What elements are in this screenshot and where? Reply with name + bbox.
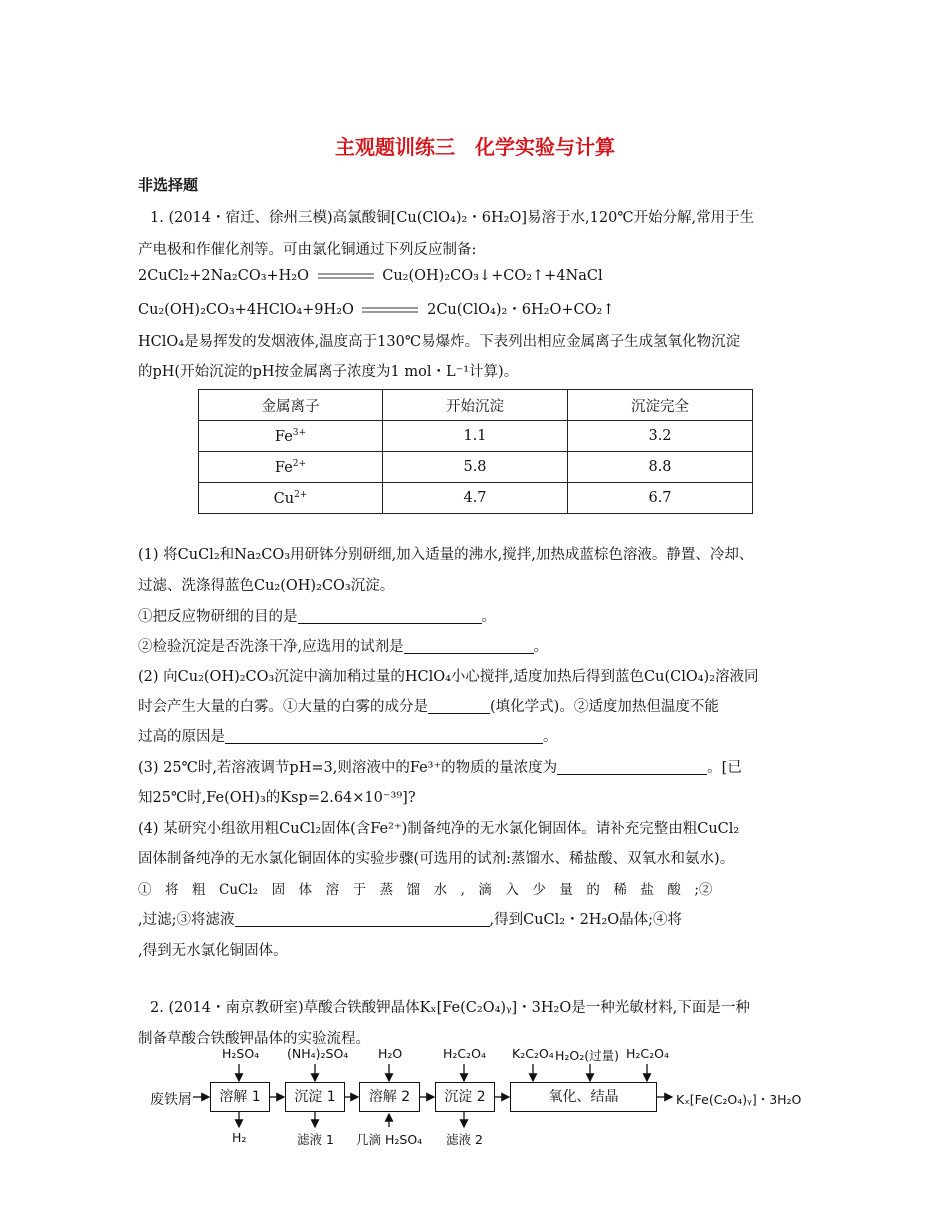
flow-input-k2c2o4: K₂C₂O₄ bbox=[512, 1046, 554, 1061]
q1-intro-line-2: 产电极和作催化剂等。可由氯化铜通过下列反应制备: bbox=[138, 242, 477, 258]
q2-intro-line-1: 2. (2014・南京教研室)草酸合铁酸钾晶体Kₓ[Fe(C₂O₄)ᵧ]・3H₂O是一种光敏材料,下面是一种 bbox=[150, 1000, 750, 1016]
page-title: 主观题训练三 化学实验与计算 bbox=[335, 135, 615, 159]
table-header-cell: 开始沉淀 bbox=[383, 390, 568, 421]
part2-line-c: 过高的原因是 。 bbox=[138, 729, 558, 745]
part4-line-e: ,得到无水氯化铜固体。 bbox=[138, 943, 288, 959]
table-header-cell: 金属离子 bbox=[199, 390, 383, 421]
complete-ph-cell: 6.7 bbox=[568, 483, 753, 514]
start-ph-cell: 4.7 bbox=[383, 483, 568, 514]
flow-input-h2c2o4-2: H₂C₂O₄ bbox=[626, 1046, 669, 1061]
flow-input-h2so4: H₂SO₄ bbox=[222, 1046, 260, 1061]
flow-output-filtrate-2: 滤液 2 bbox=[446, 1132, 483, 1147]
q1-note-line-1: HClO₄是易挥发的发烟液体,温度高于130℃易爆炸。下表列出相应金属离子生成氢氧化物沉淀 bbox=[138, 334, 741, 350]
equation-2-left: Cu₂(OH)₂CO₃+4HClO₄+9H₂O bbox=[138, 302, 354, 318]
flow-output-h2: H₂ bbox=[232, 1130, 247, 1145]
flow-input-h2o2: H₂O₂(过量) bbox=[555, 1048, 620, 1063]
equation-2-right: 2Cu(ClO₄)₂・6H₂O+CO₂↑ bbox=[427, 302, 615, 318]
flow-product-label: Kₓ[Fe(C₂O₄)ᵧ]・3H₂O bbox=[676, 1092, 802, 1107]
q1-intro-line-1: 1. (2014・宿迁、徐州三模)高氯酸铜[Cu(ClO₄)₂・6H₂O]易溶于水,120℃开始分解,常用于生 bbox=[150, 210, 755, 226]
flow-box-oxidize-crystallize: 氧化、结晶 bbox=[510, 1082, 657, 1112]
part4-line-c: ① 将 粗 CuCl₂ 固 体 溶 于 蒸 馏 水 , 滴 入 少 量 的 稀 盐 酸 ;② bbox=[138, 882, 713, 898]
part4-line-a: (4) 某研究小组欲用粗CuCl₂固体(含Fe²⁺)制备纯净的无水氯化铜固体。请补充完整由粗CuCl₂ bbox=[138, 821, 740, 837]
part2-line-b: 时会产生大量的白雾。①大量的白雾的成分是 (填化学式)。②适度加热但温度不能 bbox=[138, 699, 719, 715]
part1-line-c: ①把反应物研细的目的是 。 bbox=[138, 609, 496, 625]
flow-input-few-drops-h2so4: 几滴 H₂SO₄ bbox=[356, 1132, 423, 1147]
section-heading: 非选择题 bbox=[138, 176, 199, 194]
part1-line-a: (1) 将CuCl₂和Na₂CO₃用研钵分别研细,加入适量的沸水,搅拌,加热成蓝棕色溶液。静置、冷却、 bbox=[138, 547, 754, 563]
part1-line-d: ②检验沉淀是否洗涤干净,应选用的试剂是 。 bbox=[138, 639, 549, 655]
start-ph-cell: 5.8 bbox=[383, 452, 568, 483]
q2-intro-line-2: 制备草酸合铁酸钾晶体的实验流程。 bbox=[138, 1031, 370, 1047]
start-ph-cell: 1.1 bbox=[383, 421, 568, 452]
ion-cell: $Cu^{2+}$ bbox=[199, 483, 383, 514]
flow-box-dissolve-2: 溶解 2 bbox=[359, 1082, 420, 1112]
complete-ph-cell: 3.2 bbox=[568, 421, 753, 452]
part1-line-b: 过滤、洗涤得蓝色Cu₂(OH)₂CO₃沉淀。 bbox=[138, 578, 395, 594]
part4-line-b: 固体制备纯净的无水氯化铜固体的实验步骤(可选用的试剂:蒸馏水、稀盐酸、双氧水和氨水)。 bbox=[138, 851, 735, 867]
flow-start-label: 废铁屑 bbox=[150, 1092, 192, 1108]
q1-note-line-2: 的pH(开始沉淀的pH按金属离子浓度为1 mol・L⁻¹计算)。 bbox=[138, 364, 519, 380]
table-header-cell: 沉淀完全 bbox=[568, 390, 753, 421]
equation-1-left: 2CuCl₂+2Na₂CO₃+H₂O bbox=[138, 268, 310, 284]
part3-line-a: (3) 25℃时,若溶液调节pH=3,则溶液中的Fe³⁺的物质的量浓度为 。[已 bbox=[138, 760, 742, 776]
flow-box-dissolve-1: 溶解 1 bbox=[210, 1082, 270, 1112]
complete-ph-cell: 8.8 bbox=[568, 452, 753, 483]
flow-box-precipitate-1: 沉淀 1 bbox=[285, 1082, 345, 1112]
part3-line-b: 知25℃时,Fe(OH)₃的Ksp=2.64×10⁻³⁹]? bbox=[138, 790, 416, 806]
part4-line-d: ,过滤;③将滤液 ,得到CuCl₂・2H₂O晶体;④将 bbox=[138, 912, 683, 928]
ion-cell: $Fe^{3+}$ bbox=[199, 421, 383, 452]
flow-box-precipitate-2: 沉淀 2 bbox=[435, 1082, 495, 1112]
flow-output-filtrate-1: 滤液 1 bbox=[297, 1132, 334, 1147]
equation-1-right: Cu₂(OH)₂CO₃↓+CO₂↑+4NaCl bbox=[382, 268, 603, 284]
ion-cell: $Fe^{2+}$ bbox=[199, 452, 383, 483]
flow-input-h2c2o4: H₂C₂O₄ bbox=[443, 1046, 486, 1061]
flow-input-h2o: H₂O bbox=[378, 1046, 403, 1061]
part2-line-a: (2) 向Cu₂(OH)₂CO₃沉淀中滴加稍过量的HClO₄小心搅拌,适度加热后得到蓝色Cu(ClO₄)₂溶液同 bbox=[138, 669, 759, 685]
flow-input-nh4-2so4: (NH₄)₂SO₄ bbox=[287, 1046, 349, 1061]
